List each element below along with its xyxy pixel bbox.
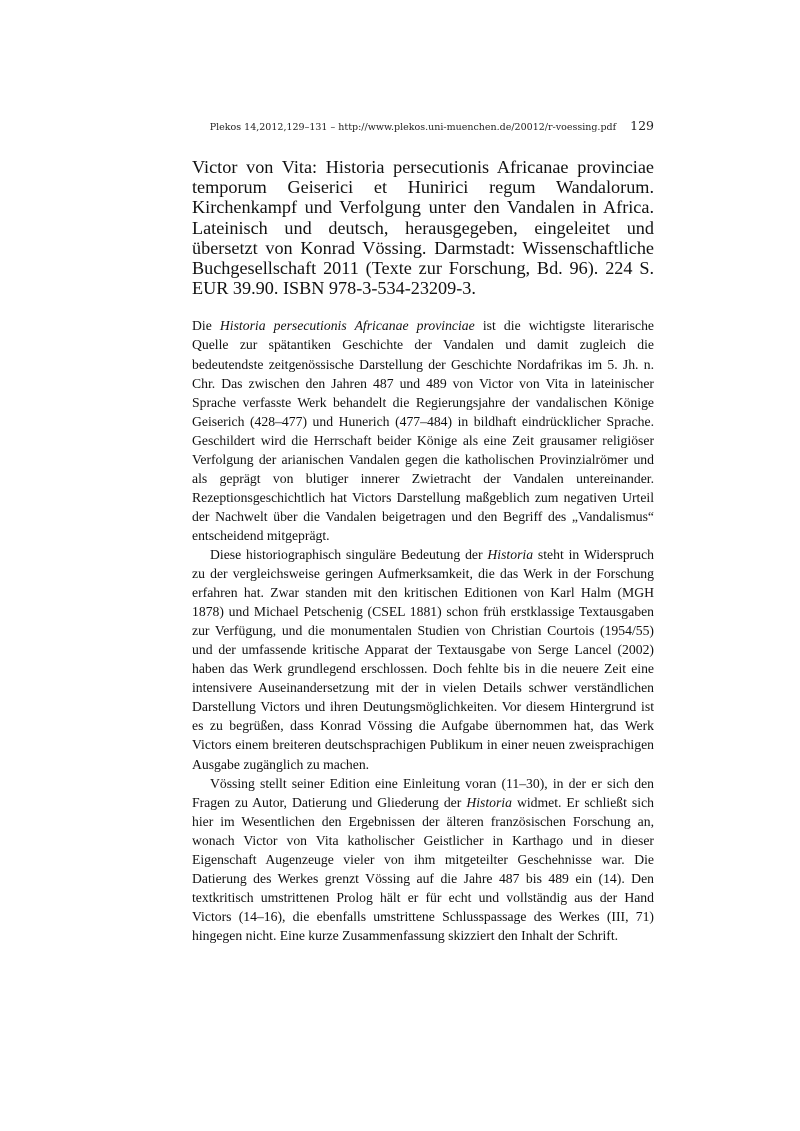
running-header: [209, 118, 654, 133]
paragraph-1-lead: Die: [192, 318, 220, 334]
paragraph-1-work-title: Historia persecutionis Africanae provinciae: [219, 318, 475, 334]
paragraph-3-lead: Vössing stellt seiner Edition eine Einleitung voran (11–30), in der er sich den Fragen zu Autor, Datierung und Gliederung der: [192, 775, 654, 810]
paragraph-1-text: ist die wichtigste literarische Quelle zur spätantiken Geschichte der Vandalen und damit zugleich die bedeutendste zeitgenössische Darstellung der Geschichte Nordafrikas im 5. Jh. n. Chr. Das zwischen den Jahren 487 und 489 von Victor von Vita in lateinischer Sprache verfasste Werk behandelt die Regierungsjahre der vandalischen Könige Geiserich (428–477) und Hunerich (477–484) in bildhaft eindrücklicher Sprache. Geschildert wird die Herrschaft beider Könige als eine Zeit grausamer religiöser Verfolgung der arianischen Vandalen gegen die katholischen Provinzialrömer und als geprägt von blutiger innerer Zwietracht der Vandalen untereinander. Rezeptionsgeschichtlich hat Victors Darstellung maßgeblich zum negativen Urteil der Nachwelt über die Vandalen beigetragen und den Begriff des „Vandalismus“ entscheidend mitgeprägt.: [192, 318, 655, 543]
paragraph-3-text: widmet. Er schließt sich hier im Wesentlichen den Ergebnissen der älteren französischen Forschung an, wonach Victor von Vita katholischer Geistlicher in Karthago und in dieser Eigenschaft Augenzeuge vieler von ihm mitgeteilter Geschehnisse war. Die Datierung des Werkes grenzt Vössing auf die Jahre 487 bis 489 ein (14). Den textkritisch umstrittenen Prolog hält er für echt und vollständig aus der Hand Victors (14–16), die ebenfalls umstrittene Schlusspassage des Werkes (III, 71) hingegen nicht. Eine kurze Zusammenfassung skizziert den Inhalt der Schrift.: [192, 794, 654, 943]
review-body: [192, 316, 654, 945]
document-page: [192, 118, 654, 945]
page-number: 129: [630, 118, 654, 133]
paragraph-1: [192, 316, 654, 545]
paragraph-3: [192, 774, 654, 945]
paragraph-2-text: steht in Widerspruch zu der vergleichsweise geringen Aufmerksamkeit, die das Werk in der Forschung erfahren hat. Zwar standen mit den kritischen Editionen von Karl Halm (MGH 1878) und Michael Petschenig (CSEL 1881) schon früh erstklassige Textausgaben zur Verfügung, und die monumentalen Studien von Christian Courtois (1954/55) und der umfassende kritische Apparat der Textausgabe von Serge Lancel (2002) haben das Werk grundlegend erschlossen. Doch fehlte bis in die neuere Zeit eine intensivere Auseinandersetzung mit der in vielen Details schwer verständlichen Darstellung Victors und ihren Deutungsmöglichkeiten. Vor diesem Hintergrund ist es zu begrüßen, dass Konrad Vössing die Aufgabe übernommen hat, das Werk Victors einem breiteren deutschsprachigen Publikum in einer neuen zweisprachigen Ausgabe zugänglich zu machen.: [192, 546, 654, 772]
paragraph-2-work-title: Historia: [487, 546, 534, 562]
review-title: Victor von Vita: Historia persecutionis Africanae provinciae temporum Geiserici et Hunirici regum Wandalorum. Kirchenkampf und Verfolgung unter den Vandalen in Africa. Lateinisch und deutsch, herausgegeben, eingeleitet und übersetzt von Konrad Vössing. Darmstadt: Wissenschaftliche Buchgesellschaft 2011 (Texte zur Forschung, Bd. 96). 224 S. EUR 39.90. ISBN 978-3-534-23209-3.: [192, 157, 654, 299]
journal-citation: Plekos 14,2012,129–131 – http://www.plekos.uni-muenchen.de/20012/r-voessing.pdf: [209, 122, 617, 133]
paragraph-2-lead: Diese historiographisch singuläre Bedeutung der: [210, 546, 488, 562]
paragraph-2: [192, 545, 654, 774]
paragraph-3-work-title: Historia: [466, 794, 512, 810]
